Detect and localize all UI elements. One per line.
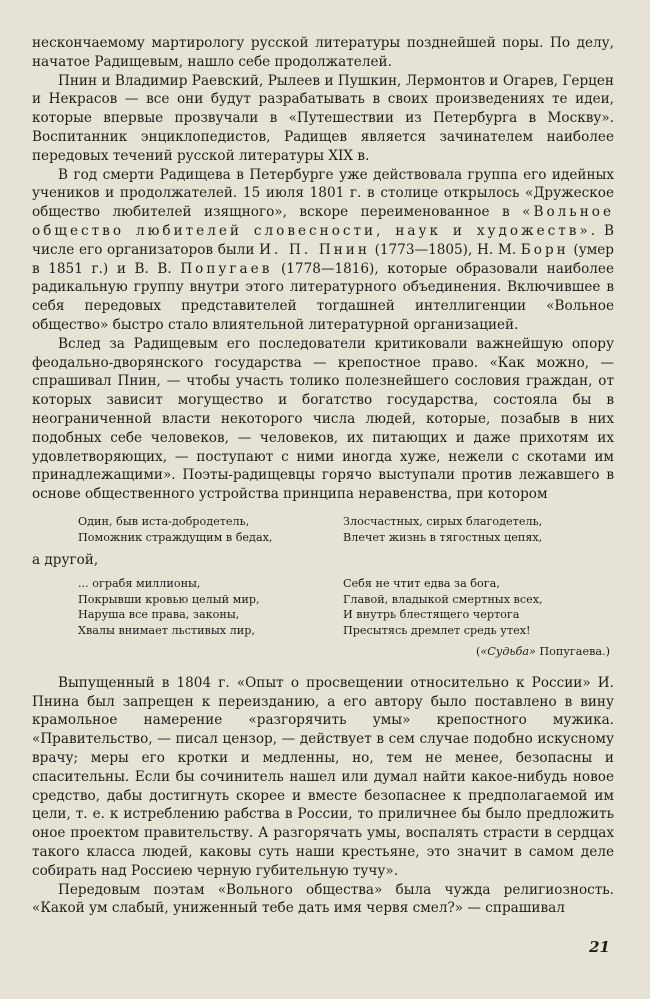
verse-2-left-column <box>32 576 323 638</box>
verse-1-right-column <box>323 514 614 545</box>
spaced-name-popugaev: Попугаев <box>180 260 273 277</box>
verse-1-left-column <box>32 514 323 545</box>
verse-intro: а другой, <box>32 552 99 569</box>
verse-line: Наруша все права, законы, <box>78 608 240 622</box>
attribution-author: Попугаева. <box>539 645 606 659</box>
verse-line: Один, быв иста-добродетель, <box>78 514 250 528</box>
verse-line: И внутрь блестящего чертога <box>343 608 520 622</box>
paragraph-3-text-e: (1778—1816), которые образовали наиболее радикальную группу внутри этого литературного объединения. Включившее в себя передовых представителей тогдашней интеллигенции «Вольное общество» быстро стало влиятельной литературной организацией. <box>32 260 614 333</box>
page-number: 21 <box>589 938 610 956</box>
verse-line: Влечет жизнь в тягостных цепях, <box>343 530 543 544</box>
verse-line: Поможник страждущим в бедах, <box>78 530 273 544</box>
verse-attribution: («Судьба» Попугаева.) <box>476 645 610 659</box>
paragraph-5: Выпущенный в 1804 г. «Опыт о просвещении относительно к России» И. Пнина был запрещен к переизданию, а его автору было поставлено в вину крамольное намерение «разгорячить умы» крепостного мужика. «Правительство, — писал цензор, — действует в сем случае подобно искусному врачу; меры его кротки и медленны, но, тем не менее, безопасны и спасительны. Если бы сочинитель нашел или думал найти какое-нибудь новое средство, дабы достигнуть скорее и вместе безопаснее к предполагаемой им цели, т. е. к истреблению рабства в России, то приличнее бы было предложить оное проектом правительству. А разгорячать умы, воспалять страсти в сердцах такого класса людей, каковы суть наши крестьяне, это значит в самом деле собирать над Россиею черную губительную тучу». <box>32 674 614 879</box>
paragraph-3-text-b: . В числе его организаторов были <box>32 222 614 258</box>
verse-line: Хвалы внимает льстивых лир, <box>78 623 255 637</box>
spaced-name-pnin: И. П. Пнин <box>259 241 370 258</box>
paragraph-1: нескончаемому мартирологу русской литературы позднейшей поры. По делу, начатое Радищевым, нашло себе продолжателей. <box>32 35 614 70</box>
verse-2-right-column <box>323 576 614 638</box>
verse-line: Злосчастных, сирых благодетель, <box>343 514 543 528</box>
paragraph-3-text-a: В год смерти Радищева в Петербурге уже действовала группа его идейных учеников и продолжателей. 15 июля 1801 г. в столице открылось «Дружеское общество любителей изящного», вскоре переименованное в <box>32 166 614 221</box>
paragraph-3-text-c: (1773—1805), Н. М. <box>369 241 521 258</box>
verse-line: Себя не чтит едва за бога, <box>343 576 500 590</box>
paragraph-4: Вслед за Радищевым его последователи критиковали важнейшую опору феодально-дворянского государства — крепостное право. «Как можно, — спрашивал Пнин, — чтобы участь толико полезнейшего сословия граждан, от которых зависит могущество и богатство государства, состояла бы в неограниченной власти некоторого числа людей, которые, позабыв в них подобных себе человеков, — человеков, их питающих и даже прихотям их удовлетворяющих, — поступают с ними иногда хуже, нежели с скотами им принадлежащими». Поэты-радищевцы горячо выступали против лежавшего в основе общественного устройства принципа неравенства, при котором <box>32 335 614 503</box>
verse-line: Главой, владыкой смертных всех, <box>343 592 543 606</box>
attribution-title: «Судьба» <box>480 645 536 659</box>
spaced-name-born: Борн <box>520 241 569 258</box>
verse-quote-2 <box>32 576 614 638</box>
verse-line: Покрывши кровью целый мир, <box>78 592 260 606</box>
verse-line: ... ограбя миллионы, <box>78 576 201 590</box>
paragraph-3-text-d: (умер в 1851 г.) и В. В. <box>32 241 615 277</box>
paragraph-3 <box>32 166 614 335</box>
verse-line: Пресытясь дремлет средь утех! <box>343 623 531 637</box>
paragraph-2: Пнин и Владимир Раевский, Рылеев и Пушкин, Лермонтов и Огарев, Герцен и Некрасов — все они будут разрабатывать в своих произведениях те идеи, которые впервые прозвучали в «Путешествии из Петербурга в Москву». Воспитанник энциклопедистов, Радищев является зачинателем наиболее передовых течений русской литературы XIX в. <box>32 72 614 164</box>
verse-quote-1 <box>32 514 614 545</box>
paragraph-6: Передовым поэтам «Вольного общества» была чужда религиозность. «Какой ум слабый, униженный тебе дать имя червя смел?» — спрашивал <box>32 881 614 917</box>
spaced-society-name: «Вольное общество любителей словесности, наук и художеств» <box>32 204 614 239</box>
